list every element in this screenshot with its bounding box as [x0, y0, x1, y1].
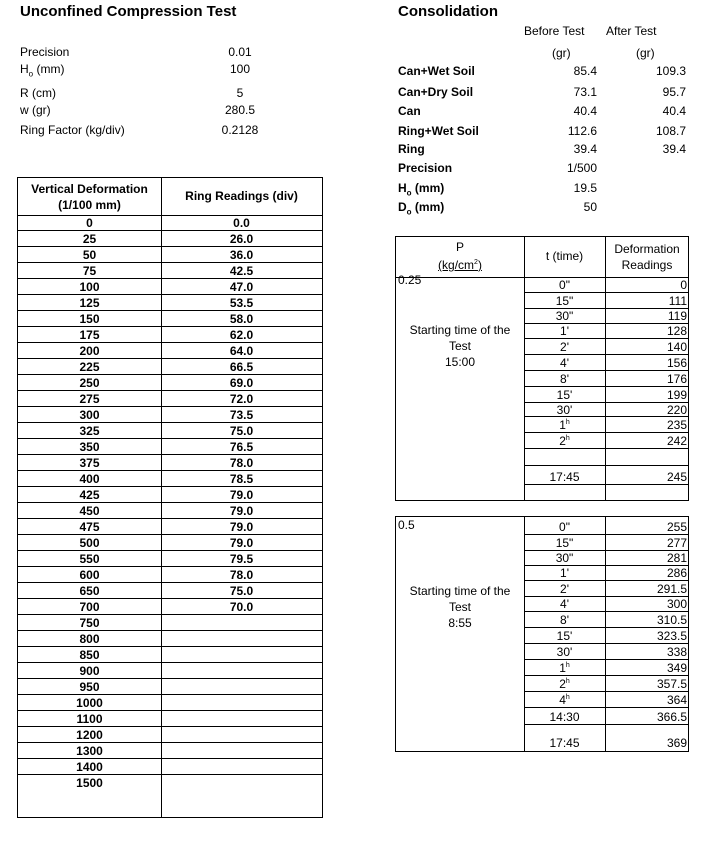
consolidation-table-2 [395, 516, 689, 752]
deformation-cell: 176 [666, 372, 687, 386]
load-label-2: 0.5 [398, 518, 415, 532]
time-cell: 17:45 [549, 470, 580, 484]
ring-reading-cell: 78.0 [229, 456, 254, 470]
vertical-deformation-cell: 1300 [76, 744, 103, 758]
before-value: 39.4 [573, 142, 597, 156]
time-cell: 30' [556, 645, 573, 659]
table-row [18, 327, 322, 343]
d-header: Deformation Readings [614, 242, 680, 272]
vertical-deformation-cell: 0 [86, 216, 93, 230]
table-row [18, 551, 322, 567]
before-value: 112.6 [567, 124, 597, 138]
vertical-deformation-cell: 800 [79, 632, 100, 646]
vertical-deformation-cell: 350 [79, 440, 100, 454]
deformation-cell: 128 [666, 324, 687, 338]
deformation-cell: 199 [666, 388, 687, 402]
before-value: 73.1 [573, 85, 597, 99]
deformation-cell: 310.5 [656, 613, 687, 627]
time-reading-row [524, 449, 689, 466]
consolidation-label: Ring+Wet Soil [398, 124, 479, 138]
param-value: 280.5 [224, 103, 256, 117]
time-reading-row [524, 692, 689, 708]
ring-reading-cell: 47.0 [229, 280, 254, 294]
uct-title: Unconfined Compression Test [20, 3, 237, 20]
deformation-cell: 364 [666, 693, 687, 707]
table-row [18, 247, 322, 263]
deformation-cell: 111 [668, 294, 687, 308]
vertical-deformation-cell: 400 [79, 472, 100, 486]
time-reading-row [524, 433, 689, 449]
ring-reading-cell: 75.0 [229, 584, 254, 598]
uct-table [17, 177, 323, 818]
table-row [18, 599, 322, 615]
param-label: R (cm) [20, 86, 56, 100]
consolidation-table-1 [395, 236, 689, 501]
vertical-deformation-cell: 900 [79, 664, 100, 678]
time-reading-row [524, 417, 689, 433]
param-value: 5 [236, 86, 244, 100]
vertical-deformation-cell: 1200 [76, 728, 103, 742]
param-label: Ring Factor (kg/div) [20, 123, 125, 137]
deformation-cell: 156 [666, 356, 687, 370]
deformation-cell: 300 [666, 597, 687, 611]
time-cell: 30' [556, 403, 573, 417]
time-cell: 4' [560, 597, 569, 611]
time-reading-row [524, 676, 689, 692]
ring-reading-cell: 42.5 [229, 264, 254, 278]
time-reading-row [524, 551, 689, 566]
table-row [18, 503, 322, 519]
time-reading-row [524, 612, 689, 628]
vertical-deformation-cell: 1100 [76, 712, 103, 726]
table-row [18, 391, 322, 407]
table-row [18, 215, 322, 231]
before-value: 1/500 [566, 161, 597, 175]
table-row [18, 263, 322, 279]
ring-reading-cell: 58.0 [229, 312, 254, 326]
time-reading-row [524, 403, 689, 417]
table-row [18, 343, 322, 359]
vertical-deformation-cell: 100 [79, 280, 100, 294]
table-row [18, 679, 322, 695]
deformation-cell: 0 [680, 278, 687, 292]
time-reading-row [524, 644, 689, 660]
deformation-cell: 286 [666, 566, 687, 580]
param-value: 0.01 [228, 45, 252, 59]
after-value: 39.4 [662, 142, 686, 156]
table-row [18, 231, 322, 247]
after-value: 40.4 [662, 104, 686, 118]
time-cell: 15' [556, 629, 573, 643]
time-reading-row [524, 324, 689, 339]
time-cell: 0" [559, 520, 570, 534]
deformation-cell: 255 [666, 520, 687, 534]
table-row [18, 487, 322, 503]
ring-reading-cell: 69.0 [229, 376, 254, 390]
time-reading-row [524, 387, 689, 403]
vertical-deformation-cell: 375 [79, 456, 100, 470]
vertical-deformation-cell: 25 [82, 232, 97, 246]
time-cell: 15' [556, 388, 573, 402]
table-row [18, 711, 322, 727]
consolidation-label: $D_o$ (mm) [398, 200, 445, 217]
consolidation-label: Can+Wet Soil [398, 64, 475, 78]
ring-reading-cell: 79.0 [229, 504, 254, 518]
time-reading-row [524, 371, 689, 387]
time-reading-row [524, 566, 689, 581]
time-reading-row [524, 293, 689, 309]
vertical-deformation-cell: 700 [79, 600, 100, 614]
deformation-cell: 369 [666, 736, 687, 750]
time-reading-row [524, 355, 689, 371]
ring-reading-cell: 79.0 [229, 488, 254, 502]
consolidation-label: Ring [398, 142, 425, 156]
param-value: 0.2128 [221, 123, 259, 137]
table-row [18, 359, 322, 375]
col-after-header: After Test [606, 24, 657, 38]
table-row [18, 535, 322, 551]
vertical-deformation-cell: 475 [79, 520, 100, 534]
time-cell: 2$^h$ [559, 434, 570, 448]
load-label-1: 0.25 [398, 273, 422, 287]
consolidation-label: Precision [398, 161, 453, 175]
table-row [18, 631, 322, 647]
ring-reading-cell: 78.0 [229, 568, 254, 582]
deformation-cell: 235 [666, 418, 687, 432]
table-row [18, 407, 322, 423]
deformation-cell: 245 [666, 470, 687, 484]
deformation-cell: 140 [666, 340, 687, 354]
table-row [18, 695, 322, 711]
table-row [18, 663, 322, 679]
vertical-deformation-cell: 225 [79, 360, 100, 374]
consolidation-label: $H_o$ (mm) [398, 181, 445, 198]
consolidation-label: Can+Dry Soil [398, 85, 474, 99]
ring-reading-cell: 64.0 [229, 344, 254, 358]
before-value: 19.5 [573, 181, 597, 195]
ring-reading-cell: 72.0 [229, 392, 254, 406]
time-reading-row [524, 597, 689, 612]
deformation-cell: 366.5 [656, 710, 687, 724]
table-row [18, 519, 322, 535]
ring-reading-cell: 78.5 [229, 472, 254, 486]
time-cell: 1' [560, 324, 569, 338]
table-row [18, 423, 322, 439]
deformation-cell: 119 [667, 309, 687, 323]
after-value: 95.7 [662, 85, 686, 99]
param-label: w (gr) [20, 103, 51, 117]
time-cell: 4' [560, 356, 569, 370]
table-row [18, 311, 322, 327]
uct-col1-header: Vertical Deformation (1/100 mm) [31, 182, 148, 212]
before-value: 85.4 [573, 64, 597, 78]
deformation-cell: 323.5 [656, 629, 687, 643]
time-cell: 30" [555, 551, 574, 565]
ring-reading-cell: 75.0 [229, 424, 254, 438]
deformation-cell: 220 [666, 403, 687, 417]
table-row [18, 375, 322, 391]
time-cell: 17:45 [549, 736, 580, 750]
deformation-cell: 291.5 [656, 582, 687, 596]
time-reading-row [524, 581, 689, 597]
vertical-deformation-cell: 1500 [76, 776, 103, 790]
before-value: 40.4 [573, 104, 597, 118]
param-label: $H_o$ (mm) [20, 62, 65, 79]
consolidation-label: Can [398, 104, 421, 118]
vertical-deformation-cell: 950 [79, 680, 100, 694]
unit-before: (gr) [552, 46, 571, 60]
p-unit: $(kg/cm^2)$ [438, 258, 482, 272]
time-cell: 2$^h$ [559, 677, 570, 691]
vertical-deformation-cell: 200 [79, 344, 100, 358]
consolidation-title: Consolidation [398, 3, 498, 20]
start-time-block-1: Starting time of the Test 15:00 [409, 323, 511, 369]
time-cell: 1$^h$ [559, 661, 570, 675]
ring-reading-cell: 53.5 [229, 296, 254, 310]
vertical-deformation-cell: 450 [79, 504, 100, 518]
uct-col2-header: Ring Readings (div) [185, 189, 298, 203]
unit-after: (gr) [636, 46, 655, 60]
time-cell: 15" [555, 536, 574, 550]
ring-reading-cell: 76.5 [229, 440, 254, 454]
table-row [18, 439, 322, 455]
vertical-deformation-cell: 500 [79, 536, 100, 550]
deformation-cell: 338 [666, 645, 687, 659]
vertical-deformation-cell: 150 [79, 312, 100, 326]
ring-reading-cell: 79.5 [229, 552, 254, 566]
ring-reading-cell: 26.0 [229, 232, 254, 246]
table-row [18, 567, 322, 583]
time-reading-row [524, 466, 689, 485]
time-reading-row [524, 660, 689, 676]
vertical-deformation-cell: 50 [82, 248, 97, 262]
after-value: 109.3 [655, 64, 686, 78]
before-value: 50 [583, 200, 597, 214]
table-row [18, 455, 322, 471]
deformation-cell: 349 [666, 661, 687, 675]
vertical-deformation-cell: 750 [79, 616, 100, 630]
vertical-deformation-cell: 125 [79, 296, 100, 310]
vertical-deformation-cell: 75 [82, 264, 97, 278]
deformation-cell: 277 [666, 536, 687, 550]
table-row [18, 279, 322, 295]
time-cell: 8' [560, 613, 569, 627]
time-reading-row [524, 708, 689, 725]
vertical-deformation-cell: 300 [79, 408, 100, 422]
time-reading-row [524, 725, 689, 751]
time-cell: 0" [559, 278, 570, 292]
table-row [18, 471, 322, 487]
after-value: 108.7 [655, 124, 686, 138]
time-cell: 15" [555, 294, 574, 308]
ring-reading-cell: 70.0 [229, 600, 254, 614]
vertical-deformation-cell: 650 [79, 584, 100, 598]
table-row [18, 743, 322, 759]
vertical-deformation-cell: 175 [79, 328, 100, 342]
ring-reading-cell: 79.0 [229, 536, 254, 550]
time-reading-row [524, 535, 689, 551]
deformation-cell: 242 [666, 434, 687, 448]
table-row [18, 759, 322, 775]
t-header: t (time) [545, 249, 584, 263]
table-row [18, 295, 322, 311]
time-cell: 4$^h$ [559, 693, 570, 707]
ring-reading-cell: 62.0 [229, 328, 254, 342]
time-reading-row [524, 277, 689, 293]
table-row [18, 775, 322, 791]
p-header: P $(kg/cm^2)$ [396, 239, 524, 273]
table-row [18, 583, 322, 599]
ring-reading-cell: 66.5 [229, 360, 254, 374]
vertical-deformation-cell: 600 [79, 568, 100, 582]
param-value: 100 [229, 62, 251, 76]
deformation-cell: 357.5 [656, 677, 687, 691]
vertical-deformation-cell: 325 [79, 424, 100, 438]
time-cell: 1' [560, 566, 569, 580]
ring-reading-cell: 36.0 [229, 248, 254, 262]
time-cell: 1$^h$ [559, 418, 570, 432]
vertical-deformation-cell: 250 [79, 376, 100, 390]
col-before-header: Before Test [524, 24, 585, 38]
time-cell: 2' [560, 340, 569, 354]
ring-reading-cell: 79.0 [229, 520, 254, 534]
time-cell: 2' [560, 582, 569, 596]
time-reading-row [524, 309, 689, 324]
param-label: Precision [20, 45, 70, 59]
table-row [18, 727, 322, 743]
vertical-deformation-cell: 1400 [76, 760, 103, 774]
vertical-deformation-cell: 850 [79, 648, 100, 662]
table-row [18, 647, 322, 663]
time-reading-row [524, 485, 689, 501]
time-reading-row [524, 339, 689, 355]
table-row [18, 615, 322, 631]
time-reading-row [524, 628, 689, 644]
time-reading-row [524, 517, 689, 535]
start-time-block-2: Starting time of the Test 8:55 [409, 584, 511, 630]
vertical-deformation-cell: 1000 [76, 696, 103, 710]
time-cell: 8' [560, 372, 569, 386]
ring-reading-cell: 0.0 [233, 216, 250, 230]
vertical-deformation-cell: 425 [79, 488, 100, 502]
vertical-deformation-cell: 275 [79, 392, 100, 406]
time-cell: 30" [555, 309, 574, 323]
time-cell: 14:30 [549, 710, 580, 724]
deformation-cell: 281 [666, 551, 687, 565]
vertical-deformation-cell: 550 [79, 552, 100, 566]
ring-reading-cell: 73.5 [229, 408, 254, 422]
